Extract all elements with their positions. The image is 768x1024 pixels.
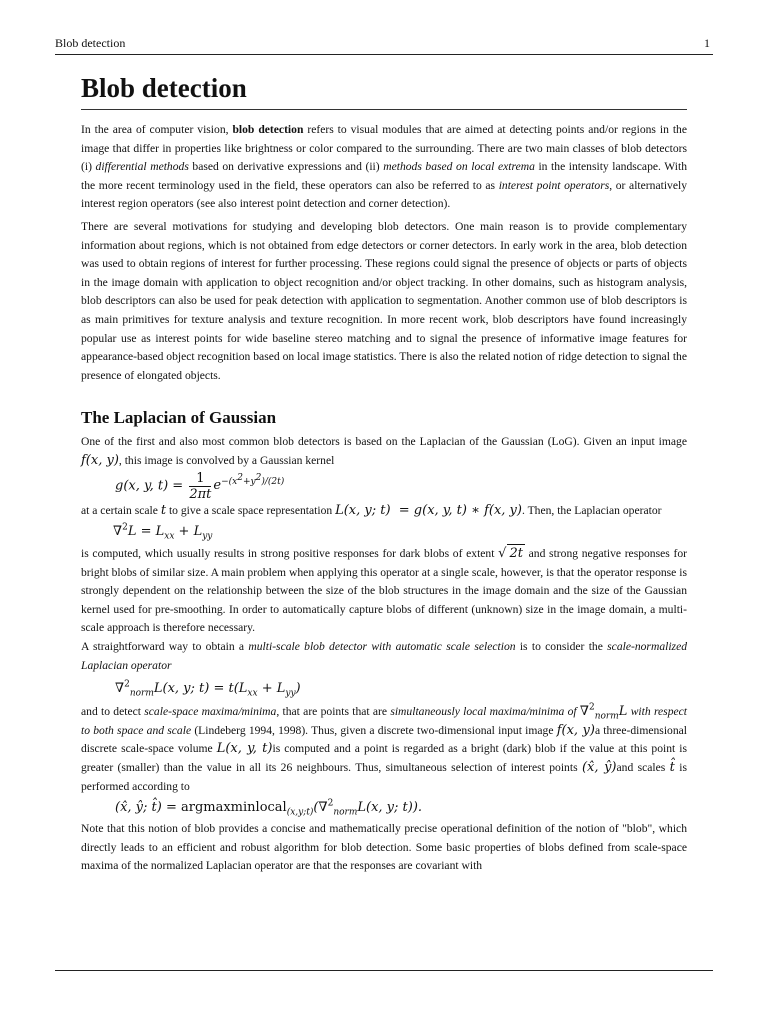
log-paragraph-6: Note that this notion of blob provides a concise and mathematically precise operational definition of the notion of "blob", which directly leads to an efficient and robust algorithm for blob detection. Some basic properties of blobs defined from scale-space maxima of the normalized Laplacian operator are that the responses are covariant with (81, 822, 687, 873)
running-header (55, 36, 713, 52)
formula-gaussian-kernel: g(x, y, t) = $\frac{1}{2\pi t}$ $e^{-(x^2+y^2)/(2t)}$ (115, 470, 285, 502)
title-divider (81, 109, 687, 110)
formula-laplacian: $\nabla^2L = L_{xx} + L_{yy}$ (113, 522, 213, 542)
formula-xhat-yhat: (x̂, ŷ) (581, 760, 617, 776)
formula-L-xyt: L(x, y, t) (216, 741, 273, 757)
page-number: 1 (704, 36, 710, 50)
log-paragraph-5: and to detect scale-space maxima/minima, that are points that are simultaneously local maxima/minima of ∇$^2_{norm}$L with respect to both space and scale (Lindeberg 1994, 1998). Thus, given a discrete two-dimensional input image f(x, y)a three-dimensional discrete scale-space volume L(x, y, t)is computed and a point is regarded as a bright (dark) blob if the value at this point is greater (smaller) than the value in all its 26 neighbours. Thus, simultaneous selection of interest points (x̂, ŷ)and scales t̂ is performed according to (81, 702, 688, 793)
article-body (81, 70, 687, 876)
section-heading: The Laplacian of Gaussian (81, 408, 277, 428)
formula-f-xy: f(x, y) (81, 452, 119, 468)
header-divider (55, 54, 713, 55)
running-header-title: Blob detection (55, 36, 126, 50)
formula-that: t̂ (669, 760, 675, 776)
footer-divider (55, 970, 713, 971)
intro-paragraph: In the area of computer vision, blob detection refers to visual modules that are aimed at detecting points and/or regions in the image that differ in properties like brightness or color compared to the surrounding. There are two main classes of blob detectors (i) differential methods based on derivative expressions and (ii) methods based on local extrema in the intensity landscape. With the more recent terminology used in the field, these operators can also be referred to as interest point operators, or alternatively interest region operators (see also interest point detection and corner detection). (81, 123, 687, 211)
log-paragraph-2: at a certain scale t to give a scale space representation L(x, y; t) = g(x, y, t) ∗ f(x, y). Then, the Laplacian operator (81, 502, 662, 518)
link-blob-detection: blob detection (232, 123, 304, 136)
formula-t: t (160, 502, 167, 518)
formula-sqrt-2t: √ 2t (498, 546, 525, 561)
log-paragraph-4: A straightforward way to obtain a multi-scale blob detector with automatic scale selection is to consider the scale-normalized Laplacian operator (81, 640, 688, 672)
formula-scale-space: L(x, y; t) = g(x, y, t) ∗ f(x, y) (335, 502, 522, 518)
formula-argmaxmin: (x̂, ŷ; t̂) = argmaxminlocal$_{(x,y;t)}$(∇$^2_{norm}$L(x, y; t)). (115, 798, 423, 818)
log-paragraph-3: is computed, which usually results in strong positive responses for dark blobs of extent √ 2t and strong negative responses for bright blobs of similar size. A main problem when applying this operator at a single scale, however, is that the operator response is strongly dependent on the relationship between the size of the blob structures in the image domain and the size of the Gaussian kernel used for pre-smoothing. In order to automatically capture blobs of different (unknown) size in the image domain, a multi-scale approach is therefore necessary. (81, 546, 687, 635)
motivation-paragraph: There are several motivations for studying and developing blob detectors. One main reason is to provide complementary information about regions, which is not obtained from edge detectors or corner detectors. In early work in the area, blob detection was used to obtain regions of interest for further processing. These regions could signal the presence of objects or parts of objects in the image domain with application to object recognition and/or object tracking. In other domains, such as histogram analysis, blob descriptors can also be used for peak detection with application to segmentation. Another common use of blob descriptors is as main primitives for texture analysis and texture recognition. In more recent work, blob descriptors have found increasingly popular use as interest points for wide baseline stereo matching and to signal the presence of informative image features for appearance-based object recognition based on local image statistics. There is also the related notion of ridge detection to signal the presence of elongated objects. (81, 219, 687, 382)
formula-normalized-laplacian: ∇$^2_{norm}$L(x, y; $t) = t(L_{xx} + L_{yy})$ (115, 679, 301, 699)
formula-f-xy-2: f(x, y) (556, 722, 595, 738)
log-paragraph-1: One of the first and also most common blob detectors is based on the Laplacian of the Gaussian (LoG). Given an input image f(x, y), this image is convolved by a Gaussian kernel (81, 435, 687, 468)
page-title: Blob detection (81, 73, 247, 103)
formula-norm-laplacian-inline: ∇$^2_{norm}$L (579, 702, 628, 722)
